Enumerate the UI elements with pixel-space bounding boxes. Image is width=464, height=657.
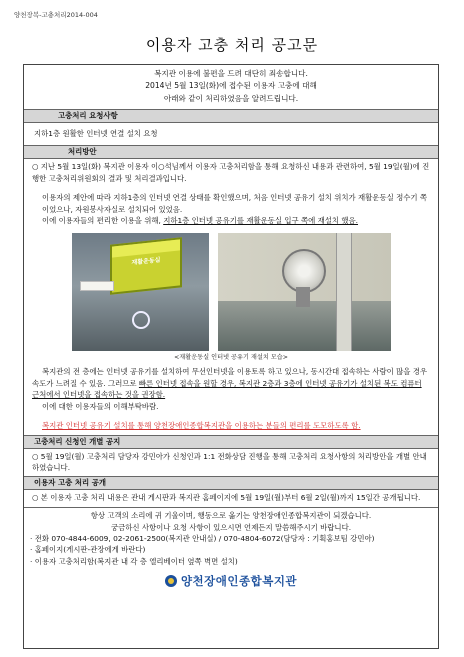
section-heading-public: 이용자 고충 처리 공개	[24, 476, 438, 490]
router-photo-1	[72, 233, 209, 351]
section-heading-request: 고충처리 요청사항	[24, 109, 438, 123]
organization-logo: 양천장애인종합복지관	[30, 573, 432, 591]
method-paragraph-2: 이용자의 제안에 따라 지하1층의 인터넷 연결 상태를 확인했으며, 처음 인터넷 공유기 설치 위치가 재활운동실 정수기 쪽이었으나, 자원봉사자실로 설치되어 있었음.	[42, 193, 427, 214]
router-device	[132, 311, 150, 329]
section-heading-reply: 고충처리 신청인 개별 공지	[24, 435, 438, 449]
contact-box: · 이용자 고충처리함(복지관 내 각 층 엘리베이터 옆쪽 벽면 설치)	[30, 556, 238, 566]
request-text: 지하1층 원활한 인터넷 연결 설치 요청	[34, 128, 158, 138]
room-sign: 재활운동실	[110, 237, 182, 295]
intro-line: 2014년 5월 13일(화)에 접수된 이용자 고충에 대해	[145, 81, 317, 91]
method-red-note: 복지관 인터넷 공유기 설치를 통해 양천장애인종합복지관을 이용하는 분들의 편리를 도모하도록 함.	[42, 421, 361, 431]
intro-line: 아래와 같이 처리하였음을 알려드립니다.	[163, 93, 299, 103]
footer	[24, 507, 438, 591]
recommendation-note: 빠른 인터넷 접속을 원할 경우, 복지관 2층과 3층에 인터넷 공유기가 설치된 복도 컴퓨터 근처에서 인터넷을 접속하는 것을 권장함.	[32, 378, 422, 400]
footer-line: 항상 고객의 소리에 귀 기울이며, 행동으로 옮기는 양천장애인종합복지관이 되겠습니다.	[90, 511, 372, 521]
section-heading-method: 처리방안	[24, 145, 438, 159]
photo-row	[24, 233, 438, 351]
public-text: ○ 본 이용자 고충 처리 내용은 관내 게시판과 복지관 홈페이지에 5월 19일(월)부터 6월 2일(월)까지 15일간 공개됩니다.	[32, 492, 421, 502]
document-number: 양천장복-고충처리2014-004	[14, 11, 98, 19]
method-paragraph-1: ○ 지난 5월 13일(화) 복지관 이용자 이○석님께서 이용자 고충처리함을 통해 요청하신 내용과 관련하여, 5월 19일(월)에 진행한 고충처리위원회의 결과 및 처리결과입니다.	[32, 162, 430, 183]
logo-icon	[165, 575, 177, 587]
footer-line: 궁금하신 사항이나 요청 사항이 있으시면 언제든지 말씀해주시기 바랍니다.	[110, 522, 352, 532]
notice-frame	[23, 64, 439, 649]
method-paragraph-3: 이에 이용자들의 편리한 이용을 위해, 지하1층 인터넷 공유기를 재활운동실 입구 쪽에 재설치 했음.	[42, 216, 359, 226]
wall-pipe	[336, 233, 352, 351]
photo-caption: <재활운동실 인터넷 공유기 재설치 모습>	[174, 353, 288, 361]
page-title: 이용자 고충 처리 공고문	[145, 36, 319, 54]
contact-phone: · 전화 070-4844-6009, 02-2061-2500(복지관 안내실) / 070-4804-6072(담당자 : 기획홍보팀 강민아)	[30, 534, 375, 543]
intro-text	[24, 65, 438, 105]
method-paragraph-4: 복지관의 전 층에는 인터넷 공유기를 설치하여 무선인터넷을 이용토록 하고 있으나, 동시간대 접속하는 사람이 많을 경우 속도가 느려질 수 있음. 그러므로 빠른 인터넷 접속을 원할 경우, 복지관 2층과 3층에 인터넷 공유기가 설치된 복도 컴퓨터 근처에서 인터넷을 접속하는 것을 권장함.	[32, 367, 428, 400]
contact-homepage: · 홈페이지(게시판-관장에게 바란다)	[30, 545, 146, 555]
method-paragraph-5: 이에 대한 이용자들의 이해부탁바람.	[42, 401, 159, 411]
router-photo-2	[218, 233, 391, 351]
intro-line: 복지관 이용에 불편을 드려 대단히 죄송합니다.	[154, 69, 308, 78]
reply-text: ○ 5월 19일(월) 고충처리 담당자 강민아가 신청인과 1:1 전화상담 진행을 통해 고충처리 요청사항의 처리방안을 개별 안내하였습니다.	[32, 451, 427, 473]
reinstall-note: 지하1층 인터넷 공유기를 재활운동실 입구 쪽에 재설치 했음.	[163, 216, 359, 226]
ceiling-light	[80, 281, 114, 291]
